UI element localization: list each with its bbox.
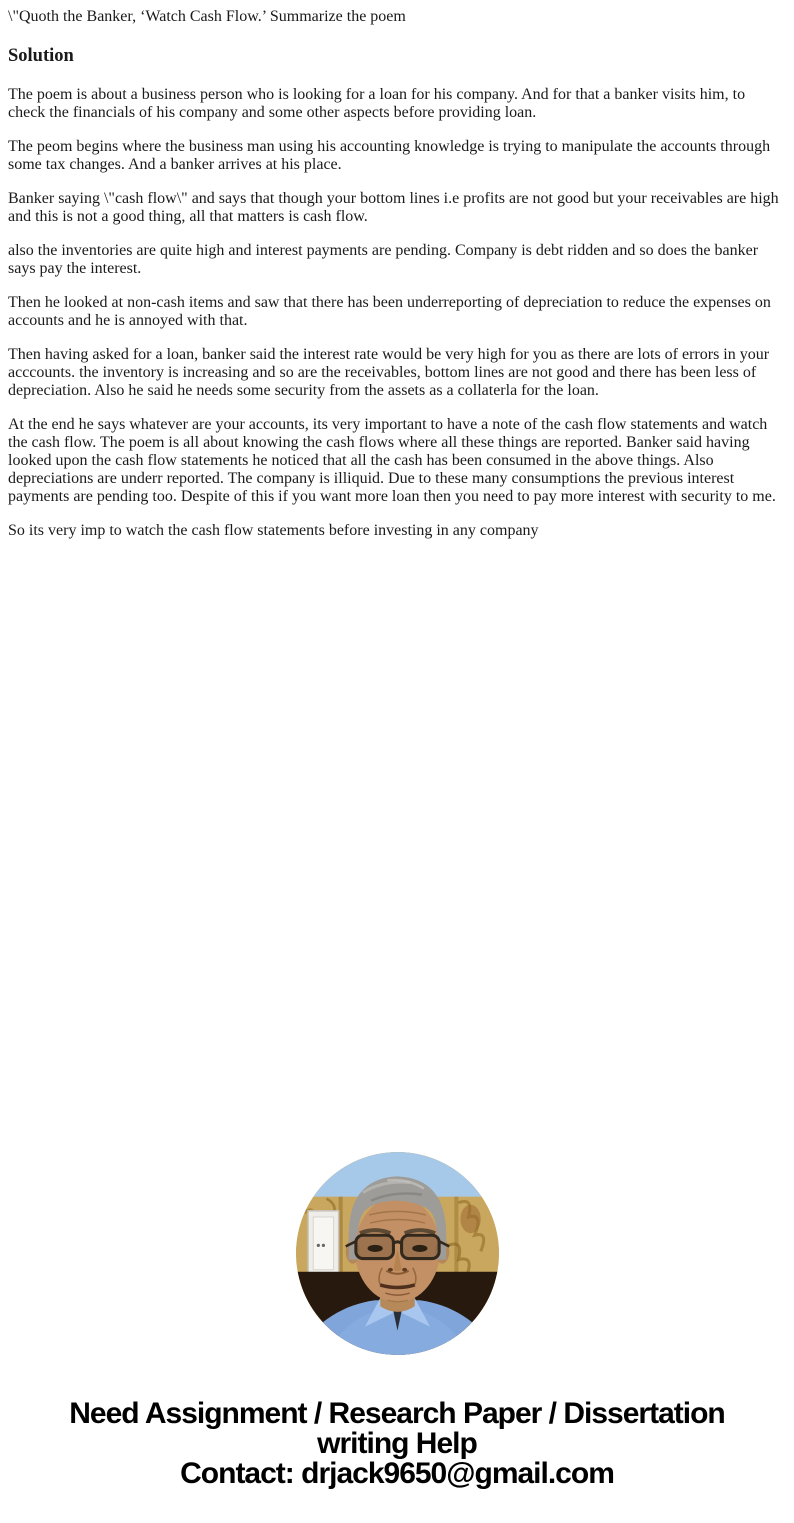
solution-paragraph: At the end he says whatever are your accounts, its very important to have a note of the cash flow statements and watch the cash flow. The poem is all about knowing the cash flows where all these things are reported. Banker said having looked upon the cash flow statements he noticed that all the cash has been consumed in the above things. Also depreciations are underr reported. The company is illiquid. Due to these many consumptions the previous interest payments are pending too. Despite of this if you want more loan then you need to pay more interest with security to me. bbox=[8, 415, 776, 505]
person-photo-graphic bbox=[296, 1152, 499, 1355]
solution-paragraph: Then he looked at non-cash items and saw that there has been underreporting of depreciation to reduce the expenses on accounts and he is annoyed with that. bbox=[8, 293, 771, 329]
solution-paragraph: also the inventories are quite high and interest payments are pending. Company is debt ridden and so does the banker says pay the interest. bbox=[8, 241, 759, 277]
footer-banner bbox=[8, 1396, 786, 1490]
question-title: \"Quoth the Banker, ‘Watch Cash Flow.’ Summarize the poem bbox=[8, 8, 406, 25]
footer-contact-line: Contact: drjack9650@gmail.com bbox=[180, 1456, 614, 1490]
solution-heading: Solution bbox=[8, 46, 74, 67]
solution-paragraph: The peom begins where the business man using his accounting knowledge is trying to manipulate the accounts through some tax changes. And a banker arrives at his place. bbox=[8, 137, 771, 173]
solution-paragraph: Banker saying \"cash flow\" and says that though your bottom lines i.e profits are not good but your receivables are high and this is not a good thing, all that matters is cash flow. bbox=[8, 189, 779, 225]
person-photo bbox=[296, 1152, 499, 1355]
solution-paragraph: The poem is about a business person who is looking for a loan for his company. And for that a banker visits him, to check the financials of his company and some other aspects before providing loan. bbox=[8, 85, 746, 121]
solution-paragraph: Then having asked for a loan, banker said the interest rate would be very high for you as there are lots of errors in your acccounts. the inventory is increasing and so are the receivables, bottom lines are not good and there has been less of depreciation. Also he said he needs some security from the assets as a collaterla for the loan. bbox=[8, 345, 770, 399]
footer-line: writing Help bbox=[317, 1426, 477, 1460]
solution-paragraph: So its very imp to watch the cash flow statements before investing in any company bbox=[8, 521, 539, 539]
footer-line: Need Assignment / Research Paper / Dissertation bbox=[69, 1396, 725, 1430]
